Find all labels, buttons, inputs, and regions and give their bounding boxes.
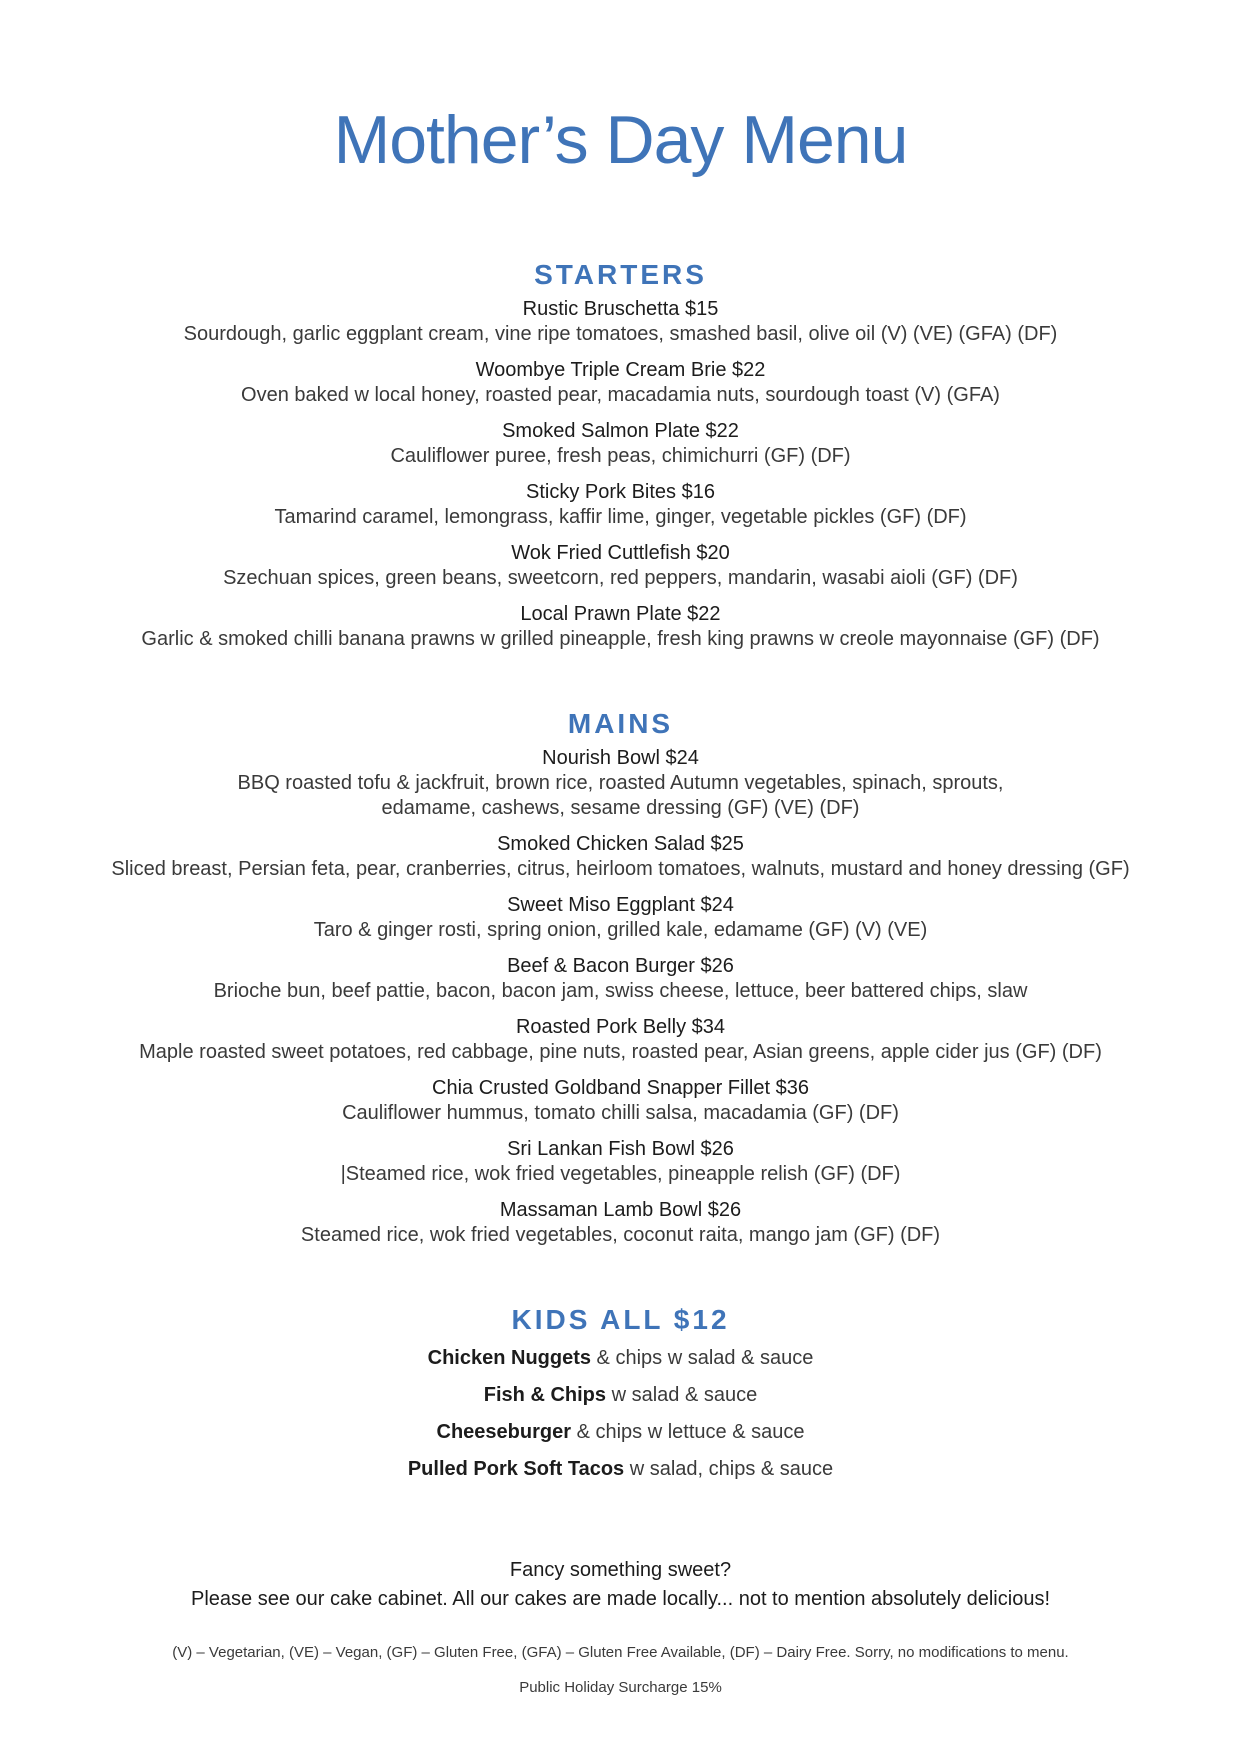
kids-item	[0, 1420, 1241, 1445]
item-description: Taro & ginger rosti, spring onion, grilled kale, edamame (GF) (V) (VE)	[313, 919, 928, 941]
item-description: w salad, chips & sauce	[624, 1458, 834, 1480]
starters-section	[0, 257, 1241, 663]
menu-item	[0, 1076, 1241, 1126]
menu-item	[0, 1137, 1241, 1187]
item-name: Massaman Lamb Bowl $26	[499, 1199, 742, 1221]
item-description: Cauliflower hummus, tomato chilli salsa, macadamia (GF) (DF)	[342, 1102, 899, 1124]
starters-heading: STARTERS	[534, 259, 707, 290]
item-description: BBQ roasted tofu & jackfruit, brown rice, roasted Autumn vegetables, spinach, sprouts, edamame, cashews, sesame dressing (GF) (VE) (DF)	[237, 772, 1004, 819]
menu-item	[0, 1198, 1241, 1248]
mains-section	[0, 706, 1241, 1259]
item-description: Tamarind caramel, lemongrass, kaffir lime, ginger, vegetable pickles (GF) (DF)	[274, 506, 967, 528]
item-description: Szechuan spices, green beans, sweetcorn, red peppers, mandarin, wasabi aioli (GF) (DF)	[223, 567, 1018, 589]
dessert-question: Fancy something sweet?	[509, 1559, 732, 1581]
dessert-note	[0, 1556, 1241, 1614]
menu-item	[0, 1015, 1241, 1065]
item-description: Brioche bun, beef pattie, bacon, bacon jam, swiss cheese, lettuce, beer battered chips, slaw	[213, 980, 1028, 1002]
item-description: w salad & sauce	[606, 1384, 758, 1406]
mains-heading: MAINS	[567, 708, 674, 739]
dessert-info: Please see our cake cabinet. All our cakes are made locally... not to mention absolutely delicious!	[191, 1588, 1050, 1610]
item-name: Rustic Bruschetta $15	[522, 298, 719, 320]
dietary-legend: (V) – Vegetarian, (VE) – Vegan, (GF) – Gluten Free, (GFA) – Gluten Free Available, (DF) – Dairy Free. Sorry, no modifications to menu.	[172, 1644, 1069, 1661]
item-name: Fish & Chips	[483, 1384, 607, 1406]
menu-item	[0, 419, 1241, 469]
menu-item	[0, 358, 1241, 408]
item-name: Cheeseburger	[436, 1421, 572, 1443]
item-description: Steamed rice, wok fried vegetables, coconut raita, mango jam (GF) (DF)	[300, 1224, 941, 1246]
item-description: Oven baked w local honey, roasted pear, macadamia nuts, sourdough toast (V) (GFA)	[241, 384, 1000, 406]
menu-item	[0, 541, 1241, 591]
menu-item	[0, 954, 1241, 1004]
item-name: Beef & Bacon Burger $26	[507, 955, 734, 977]
item-description: Cauliflower puree, fresh peas, chimichurri (GF) (DF)	[390, 445, 851, 467]
surcharge-note: Public Holiday Surcharge 15%	[519, 1679, 722, 1696]
item-name: Local Prawn Plate $22	[520, 603, 721, 625]
item-name: Chicken Nuggets	[427, 1347, 591, 1369]
item-description: & chips w salad & sauce	[591, 1347, 814, 1369]
item-name: Sri Lankan Fish Bowl $26	[507, 1138, 734, 1160]
item-name: Wok Fried Cuttlefish $20	[511, 542, 730, 564]
menu-item	[0, 746, 1241, 821]
item-name: Chia Crusted Goldband Snapper Fillet $36	[432, 1077, 809, 1099]
item-description: Garlic & smoked chilli banana prawns w grilled pineapple, fresh king prawns w creole mayonnaise (GF) (DF)	[141, 628, 1100, 650]
item-description: & chips w lettuce & sauce	[571, 1421, 805, 1443]
page-title: Mother’s Day Menu	[333, 102, 908, 178]
menu-item	[0, 480, 1241, 530]
item-name: Woombye Triple Cream Brie $22	[475, 359, 766, 381]
item-name: Smoked Chicken Salad $25	[497, 833, 744, 855]
kids-item	[0, 1383, 1241, 1408]
item-name: Sweet Miso Eggplant $24	[507, 894, 734, 916]
menu-item	[0, 832, 1241, 882]
item-description: |Steamed rice, wok fried vegetables, pineapple relish (GF) (DF)	[340, 1163, 901, 1185]
kids-item	[0, 1346, 1241, 1371]
item-name: Nourish Bowl $24	[542, 747, 699, 769]
kids-item	[0, 1457, 1241, 1482]
kids-section	[0, 1302, 1241, 1494]
item-name: Smoked Salmon Plate $22	[502, 420, 739, 442]
item-description: Sourdough, garlic eggplant cream, vine ripe tomatoes, smashed basil, olive oil (V) (VE) (GFA) (DF)	[183, 323, 1058, 345]
menu-item	[0, 602, 1241, 652]
item-description: Maple roasted sweet potatoes, red cabbage, pine nuts, roasted pear, Asian greens, apple cider jus (GF) (DF)	[139, 1041, 1102, 1063]
menu-item	[0, 297, 1241, 347]
item-name: Roasted Pork Belly $34	[515, 1016, 725, 1038]
kids-heading: KIDS ALL $12	[511, 1304, 730, 1335]
item-description: Sliced breast, Persian feta, pear, cranberries, citrus, heirloom tomatoes, walnuts, mustard and honey dressing (GF)	[111, 858, 1130, 880]
item-name: Pulled Pork Soft Tacos	[407, 1458, 625, 1480]
item-name: Sticky Pork Bites $16	[526, 481, 715, 503]
menu-item	[0, 893, 1241, 943]
